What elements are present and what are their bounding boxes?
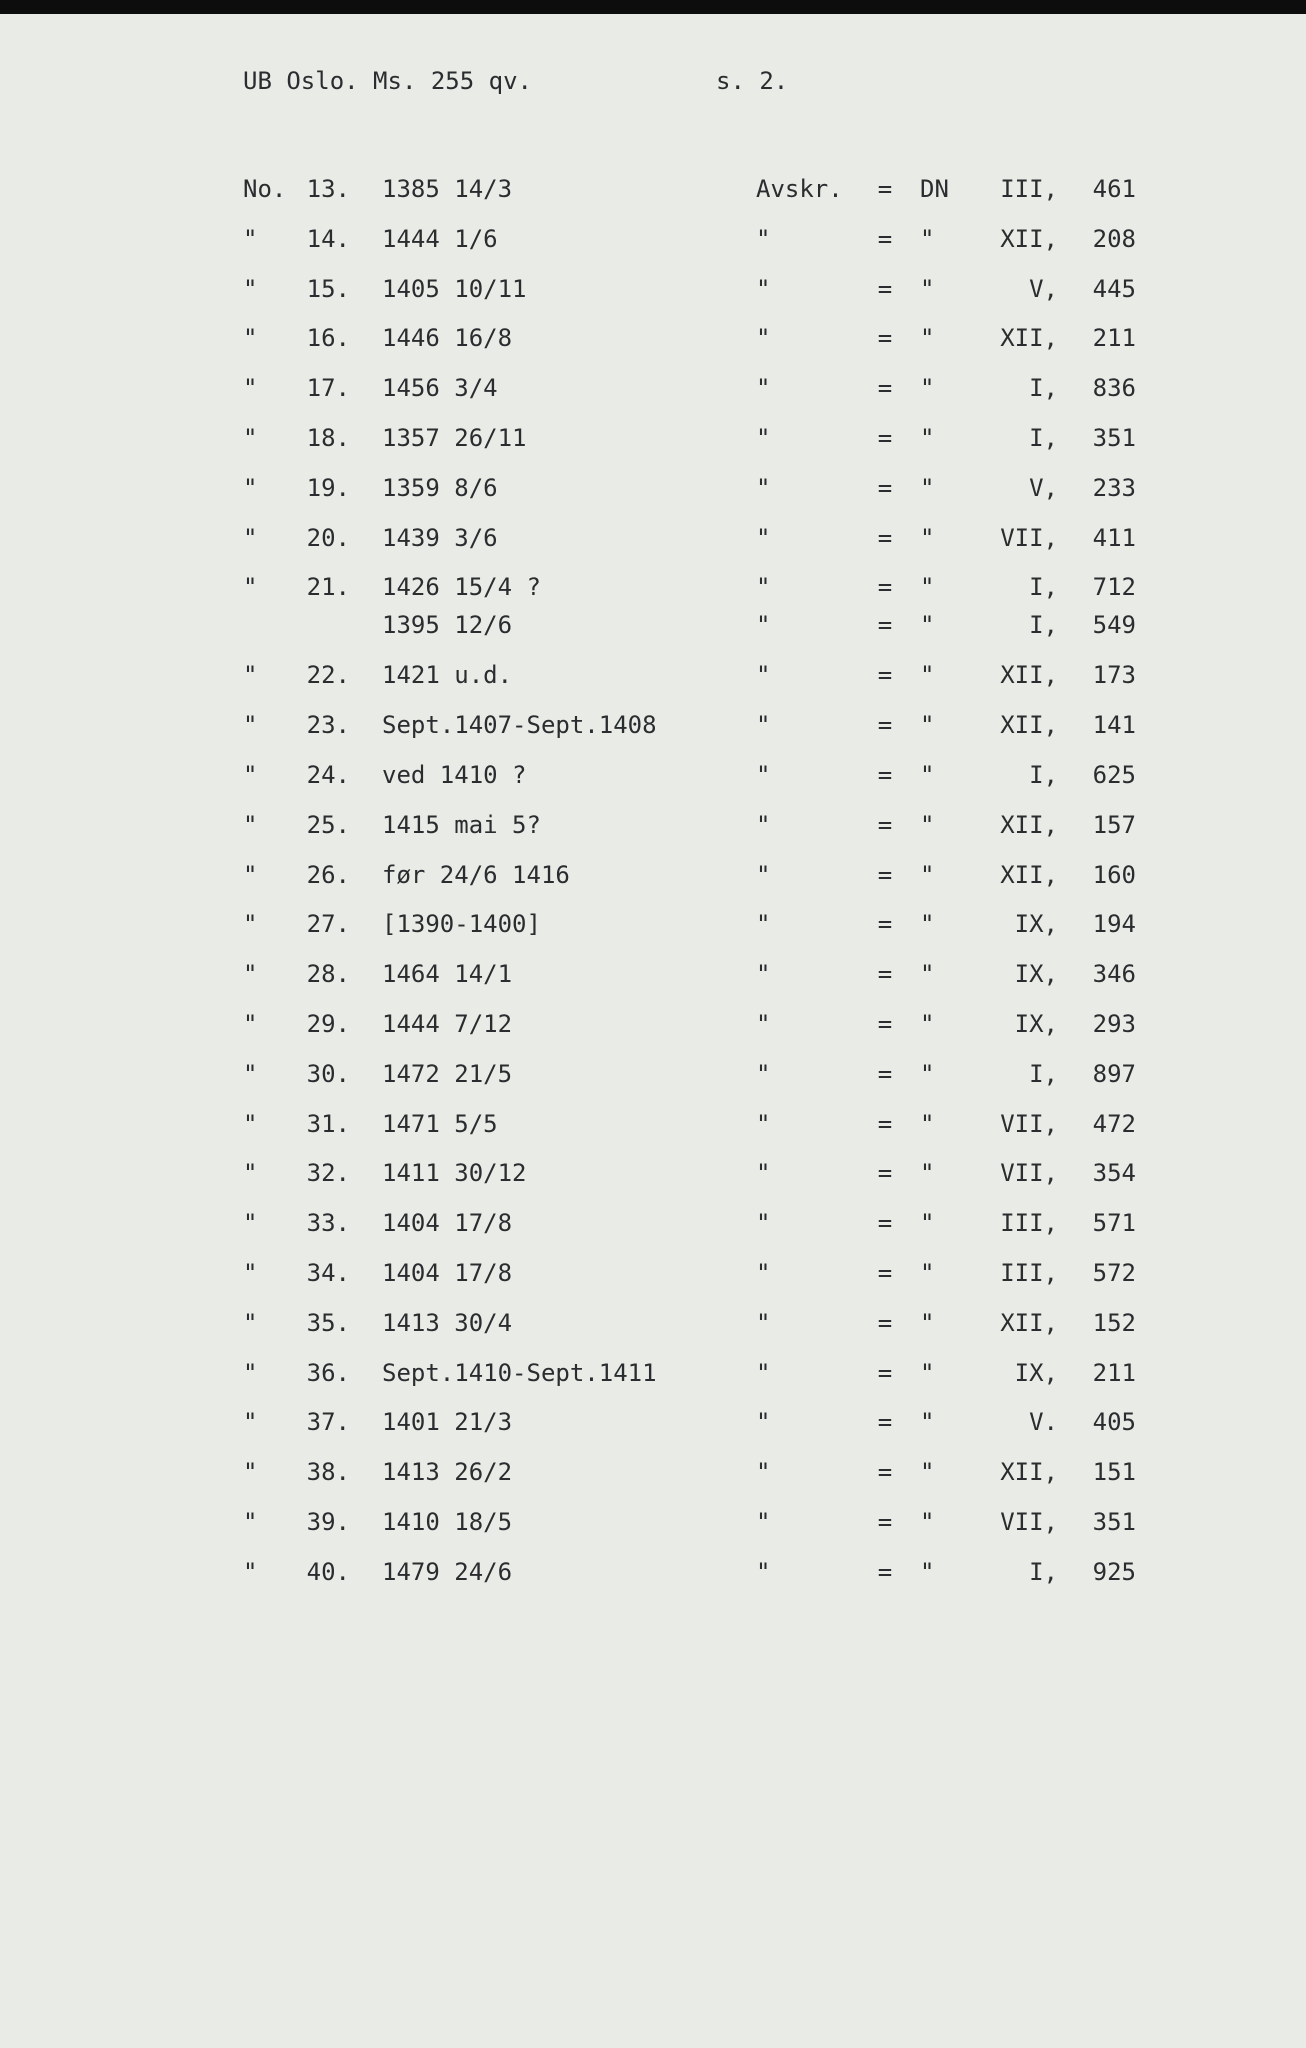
equals-sign: = — [877, 1308, 893, 1337]
equals-sign: = — [877, 910, 893, 939]
entry-number: 13. — [306, 175, 350, 203]
ditto-no: " — [243, 1159, 258, 1188]
dn-page: 625 — [1092, 761, 1136, 789]
dn-abbrev: " — [920, 1358, 935, 1387]
ditto-no: " — [243, 1358, 258, 1387]
entry-number: 26. — [306, 860, 350, 889]
dn-volume: I, — [1029, 1059, 1058, 1088]
entry-number: 23. — [306, 711, 350, 740]
equals-sign: = — [877, 1259, 893, 1287]
source-type: " — [756, 661, 771, 690]
equals-sign: = — [877, 473, 893, 502]
ditto-no: " — [243, 1059, 258, 1088]
entry-number: 18. — [306, 424, 350, 452]
equals-sign: = — [877, 1010, 893, 1038]
table-row — [0, 473, 1306, 509]
dn-volume: IX, — [1014, 1358, 1058, 1387]
equals-sign: = — [877, 374, 893, 403]
ditto-no: " — [243, 711, 258, 740]
table-row — [0, 610, 1306, 646]
entry-date: 1456 3/4 — [382, 374, 498, 403]
ditto-no: " — [243, 224, 258, 253]
table-row — [0, 423, 1306, 459]
entry-date: 1413 30/4 — [382, 1308, 513, 1337]
ditto-no: " — [243, 960, 258, 989]
equals-sign: = — [877, 1109, 893, 1138]
dn-abbrev: " — [920, 1010, 935, 1038]
dn-volume: IX, — [1014, 960, 1058, 989]
dn-page: 472 — [1092, 1109, 1136, 1138]
entry-date: før 24/6 1416 — [382, 860, 570, 889]
dn-abbrev: DN — [920, 175, 949, 203]
table-row — [0, 1059, 1306, 1095]
dn-volume: I, — [1029, 424, 1058, 452]
entry-number: 16. — [306, 324, 350, 353]
table-row — [0, 909, 1306, 945]
entry-date: 1357 26/11 — [382, 424, 527, 452]
entry-date: 1404 17/8 — [382, 1209, 513, 1238]
source-type: " — [756, 1209, 771, 1238]
dn-page: 160 — [1092, 860, 1136, 889]
entry-date: 1464 14/1 — [382, 960, 513, 989]
dn-volume: III, — [1000, 1209, 1058, 1238]
table-row — [0, 1457, 1306, 1493]
equals-sign: = — [877, 1408, 893, 1437]
dn-page: 351 — [1092, 424, 1136, 452]
dn-volume: IX, — [1014, 1010, 1058, 1038]
entry-date: 1426 15/4 ? — [382, 573, 541, 602]
table-row — [0, 1109, 1306, 1145]
dn-abbrev: " — [920, 424, 935, 452]
dn-abbrev: " — [920, 1408, 935, 1437]
entry-date: 1404 17/8 — [382, 1259, 513, 1287]
ditto-no: " — [243, 1557, 258, 1586]
dn-abbrev: " — [920, 661, 935, 690]
table-row — [0, 523, 1306, 559]
dn-page: 152 — [1092, 1308, 1136, 1337]
dn-page: 549 — [1092, 611, 1136, 640]
entry-number: 36. — [306, 1358, 350, 1387]
entry-number: 24. — [306, 761, 350, 789]
dn-page: 351 — [1092, 1508, 1136, 1536]
table-row — [0, 710, 1306, 746]
dn-volume: I, — [1029, 374, 1058, 403]
dn-abbrev: " — [920, 1209, 935, 1238]
equals-sign: = — [877, 860, 893, 889]
entry-number: 22. — [306, 661, 350, 690]
entry-number: 19. — [306, 473, 350, 502]
entry-number: 31. — [306, 1109, 350, 1138]
source-type: " — [756, 473, 771, 502]
entry-number: 28. — [306, 960, 350, 989]
ditto-no: " — [243, 810, 258, 839]
ditto-no: " — [243, 274, 258, 303]
entry-number: 33. — [306, 1209, 350, 1238]
ditto-no: " — [243, 573, 258, 602]
table-row — [0, 174, 1306, 210]
dn-volume: XII, — [1000, 810, 1058, 839]
table-row — [0, 1308, 1306, 1344]
equals-sign: = — [877, 810, 893, 839]
dn-volume: VII, — [1000, 523, 1058, 552]
dn-page: 293 — [1092, 1010, 1136, 1038]
table-row — [0, 1009, 1306, 1045]
equals-sign: = — [877, 960, 893, 989]
ditto-no: " — [243, 523, 258, 552]
ditto-no: " — [243, 1209, 258, 1238]
dn-abbrev: " — [920, 910, 935, 939]
equals-sign: = — [877, 224, 893, 253]
ditto-no: " — [243, 1408, 258, 1437]
table-row — [0, 323, 1306, 359]
source-type: " — [756, 1159, 771, 1188]
dn-volume: I, — [1029, 1557, 1058, 1586]
dn-page: 925 — [1092, 1557, 1136, 1586]
entry-date: 1446 16/8 — [382, 324, 513, 353]
source-type: " — [756, 910, 771, 939]
source-type: " — [756, 711, 771, 740]
entry-date: 1444 1/6 — [382, 224, 498, 253]
entry-date: Sept.1410-Sept.1411 — [382, 1358, 657, 1387]
table-row — [0, 224, 1306, 260]
dn-abbrev: " — [920, 1059, 935, 1088]
table-row — [0, 1507, 1306, 1543]
entry-date: 1472 21/5 — [382, 1059, 513, 1088]
dn-abbrev: " — [920, 810, 935, 839]
dn-abbrev: " — [920, 960, 935, 989]
dn-volume: I, — [1029, 761, 1058, 789]
page-number: s. 2. — [716, 67, 789, 95]
dn-volume: VII, — [1000, 1508, 1058, 1536]
entry-date: 1421 u.d. — [382, 661, 513, 690]
table-row — [0, 760, 1306, 796]
entry-date: 1359 8/6 — [382, 473, 498, 502]
ditto-no: " — [243, 661, 258, 690]
entry-date: 1415 mai 5? — [382, 810, 541, 839]
dn-volume: V. — [1029, 1408, 1058, 1437]
dn-volume: XII, — [1000, 1308, 1058, 1337]
dn-abbrev: " — [920, 1308, 935, 1337]
ditto-no: No. — [243, 175, 287, 203]
entry-number: 21. — [306, 573, 350, 602]
source-type: " — [756, 424, 771, 452]
equals-sign: = — [877, 1557, 893, 1586]
ditto-no: " — [243, 1010, 258, 1038]
dn-page: 233 — [1092, 473, 1136, 502]
source-type: " — [756, 274, 771, 303]
entry-number: 20. — [306, 523, 350, 552]
entry-date: 1395 12/6 — [382, 611, 513, 640]
entry-date: 1439 3/6 — [382, 523, 498, 552]
dn-volume: III, — [1000, 1259, 1058, 1287]
dn-abbrev: " — [920, 224, 935, 253]
source-type: " — [756, 1557, 771, 1586]
table-row — [0, 572, 1306, 608]
equals-sign: = — [877, 611, 893, 640]
dn-volume: III, — [1000, 175, 1058, 203]
dn-page: 897 — [1092, 1059, 1136, 1088]
equals-sign: = — [877, 1059, 893, 1088]
entry-date: [1390-1400] — [382, 910, 541, 939]
dn-volume: I, — [1029, 573, 1058, 602]
entry-number: 32. — [306, 1159, 350, 1188]
table-row — [0, 1557, 1306, 1593]
entry-number: 27. — [306, 910, 350, 939]
dn-page: 405 — [1092, 1408, 1136, 1437]
source-type: " — [756, 1508, 771, 1536]
source-type: " — [756, 860, 771, 889]
entry-date: 1401 21/3 — [382, 1408, 513, 1437]
entry-date: 1405 10/11 — [382, 274, 527, 303]
dn-abbrev: " — [920, 374, 935, 403]
source-type: " — [756, 374, 771, 403]
entry-number: 39. — [306, 1508, 350, 1536]
dn-abbrev: " — [920, 324, 935, 353]
ditto-no: " — [243, 1109, 258, 1138]
table-row — [0, 373, 1306, 409]
equals-sign: = — [877, 523, 893, 552]
source-type: " — [756, 324, 771, 353]
entry-number: 37. — [306, 1408, 350, 1437]
table-row — [0, 274, 1306, 310]
dn-abbrev: " — [920, 473, 935, 502]
dn-volume: XII, — [1000, 661, 1058, 690]
dn-page: 572 — [1092, 1259, 1136, 1287]
source-type: " — [756, 611, 771, 640]
source-type: " — [756, 1408, 771, 1437]
dn-page: 208 — [1092, 224, 1136, 253]
entry-number: 30. — [306, 1059, 350, 1088]
dn-abbrev: " — [920, 1508, 935, 1536]
equals-sign: = — [877, 324, 893, 353]
dn-volume: V, — [1029, 473, 1058, 502]
dn-page: 411 — [1092, 523, 1136, 552]
ditto-no: " — [243, 324, 258, 353]
table-row — [0, 1158, 1306, 1194]
dn-page: 173 — [1092, 661, 1136, 690]
dn-volume: XII, — [1000, 224, 1058, 253]
ditto-no: " — [243, 424, 258, 452]
dn-page: 211 — [1092, 1358, 1136, 1387]
table-row — [0, 1208, 1306, 1244]
table-row — [0, 810, 1306, 846]
document-page — [0, 14, 1306, 2048]
dn-page: 571 — [1092, 1209, 1136, 1238]
dn-page: 354 — [1092, 1159, 1136, 1188]
table-row — [0, 1258, 1306, 1294]
ditto-no: " — [243, 1458, 258, 1487]
entry-date: 1413 26/2 — [382, 1458, 513, 1487]
dn-page: 211 — [1092, 324, 1136, 353]
entry-number: 25. — [306, 810, 350, 839]
dn-abbrev: " — [920, 1458, 935, 1487]
dn-page: 346 — [1092, 960, 1136, 989]
table-row — [0, 959, 1306, 995]
dn-page: 141 — [1092, 711, 1136, 740]
equals-sign: = — [877, 711, 893, 740]
dn-volume: I, — [1029, 611, 1058, 640]
table-row — [0, 1358, 1306, 1394]
entry-number: 40. — [306, 1557, 350, 1586]
dn-abbrev: " — [920, 1259, 935, 1287]
dn-volume: XII, — [1000, 324, 1058, 353]
dn-abbrev: " — [920, 711, 935, 740]
dn-volume: XII, — [1000, 1458, 1058, 1487]
source-type: " — [756, 1259, 771, 1287]
entry-number: 17. — [306, 374, 350, 403]
entry-number: 34. — [306, 1259, 350, 1287]
ditto-no: " — [243, 1308, 258, 1337]
entry-date: 1411 30/12 — [382, 1159, 527, 1188]
dn-volume: V, — [1029, 274, 1058, 303]
source-type: " — [756, 810, 771, 839]
dn-page: 712 — [1092, 573, 1136, 602]
ditto-no: " — [243, 1508, 258, 1536]
entry-number: 29. — [306, 1010, 350, 1038]
dn-abbrev: " — [920, 860, 935, 889]
entry-number: 35. — [306, 1308, 350, 1337]
entry-number: 14. — [306, 224, 350, 253]
dn-abbrev: " — [920, 274, 935, 303]
source-type: " — [756, 224, 771, 253]
ditto-no: " — [243, 761, 258, 789]
entry-date: 1479 24/6 — [382, 1557, 513, 1586]
table-row — [0, 660, 1306, 696]
table-row — [0, 1407, 1306, 1443]
ditto-no: " — [243, 1259, 258, 1287]
source-type: " — [756, 1358, 771, 1387]
dn-volume: IX, — [1014, 910, 1058, 939]
equals-sign: = — [877, 573, 893, 602]
dn-abbrev: " — [920, 611, 935, 640]
table-row — [0, 860, 1306, 896]
dn-page: 194 — [1092, 910, 1136, 939]
dn-page: 461 — [1092, 175, 1136, 203]
dn-abbrev: " — [920, 573, 935, 602]
equals-sign: = — [877, 424, 893, 452]
equals-sign: = — [877, 1458, 893, 1487]
equals-sign: = — [877, 661, 893, 690]
equals-sign: = — [877, 175, 893, 203]
equals-sign: = — [877, 1508, 893, 1536]
ditto-no: " — [243, 473, 258, 502]
source-type: Avskr. — [756, 175, 843, 203]
dn-volume: XII, — [1000, 711, 1058, 740]
source-type: " — [756, 1109, 771, 1138]
entry-date: 1471 5/5 — [382, 1109, 498, 1138]
dn-page: 157 — [1092, 810, 1136, 839]
ditto-no: " — [243, 910, 258, 939]
equals-sign: = — [877, 1159, 893, 1188]
source-type: " — [756, 523, 771, 552]
manuscript-reference: UB Oslo. Ms. 255 qv. — [243, 67, 532, 95]
entry-date: 1444 7/12 — [382, 1010, 513, 1038]
dn-page: 836 — [1092, 374, 1136, 403]
equals-sign: = — [877, 274, 893, 303]
equals-sign: = — [877, 1358, 893, 1387]
source-type: " — [756, 960, 771, 989]
entry-number: 15. — [306, 274, 350, 303]
ditto-no: " — [243, 374, 258, 403]
source-type: " — [756, 1010, 771, 1038]
dn-abbrev: " — [920, 1109, 935, 1138]
dn-volume: VII, — [1000, 1159, 1058, 1188]
dn-volume: XII, — [1000, 860, 1058, 889]
dn-abbrev: " — [920, 523, 935, 552]
source-type: " — [756, 1059, 771, 1088]
equals-sign: = — [877, 1209, 893, 1238]
dn-abbrev: " — [920, 761, 935, 789]
dn-page: 151 — [1092, 1458, 1136, 1487]
dn-abbrev: " — [920, 1159, 935, 1188]
source-type: " — [756, 1308, 771, 1337]
equals-sign: = — [877, 761, 893, 789]
entry-date: 1385 14/3 — [382, 175, 513, 203]
entry-number: 38. — [306, 1458, 350, 1487]
dn-volume: VII, — [1000, 1109, 1058, 1138]
dn-abbrev: " — [920, 1557, 935, 1586]
ditto-no: " — [243, 860, 258, 889]
entry-date: Sept.1407-Sept.1408 — [382, 711, 657, 740]
entry-date: 1410 18/5 — [382, 1508, 513, 1536]
source-type: " — [756, 573, 771, 602]
dn-page: 445 — [1092, 274, 1136, 303]
entry-date: ved 1410 ? — [382, 761, 527, 789]
source-type: " — [756, 1458, 771, 1487]
source-type: " — [756, 761, 771, 789]
